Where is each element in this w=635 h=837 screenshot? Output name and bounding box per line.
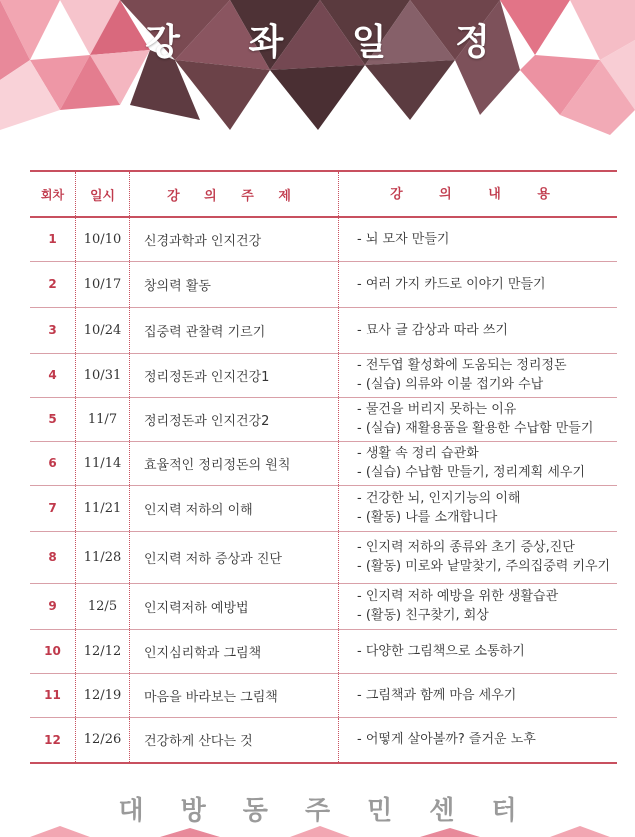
session-topic: 마음을 바라보는 그림책 <box>130 673 339 717</box>
table-row <box>30 217 617 261</box>
content-line: - 생활 속 정리 습관화 <box>357 446 479 461</box>
content-line: - 묘사 글 감상과 따라 쓰기 <box>357 322 508 338</box>
table-row <box>30 717 617 763</box>
session-content <box>339 583 618 629</box>
session-topic: 신경과학과 인지건강 <box>130 217 339 261</box>
session-topic: 인지심리학과 그림책 <box>130 629 339 673</box>
table-row <box>30 261 617 307</box>
footer-organization: 대 방 동 주 민 센 터 <box>118 796 531 826</box>
session-date: 10/10 <box>76 217 130 261</box>
table-row <box>30 629 617 673</box>
session-date: 10/24 <box>76 307 130 353</box>
session-number: 2 <box>48 277 57 291</box>
content-line: - (실습) 의류와 이불 접기와 수납 <box>357 377 544 392</box>
session-topic: 인지력 저하 증상과 진단 <box>130 531 339 583</box>
table-row <box>30 583 617 629</box>
session-topic: 정리정돈과 인지건강1 <box>130 353 339 397</box>
content-line: - 여러 가지 카드로 이야기 만들기 <box>357 276 546 292</box>
content-line: - 건강한 뇌, 인지기능의 이해 <box>357 491 521 506</box>
session-date: 12/26 <box>76 717 130 763</box>
session-date: 11/28 <box>76 531 130 583</box>
session-number: 1 <box>48 232 57 247</box>
session-number: 10 <box>44 644 61 658</box>
session-date: 11/14 <box>76 441 130 485</box>
table-row <box>30 441 617 485</box>
session-topic: 정리정돈과 인지건강2 <box>130 397 339 441</box>
header-date: 일시 <box>76 171 130 217</box>
header-no: 회차 <box>40 187 65 202</box>
session-content <box>339 485 618 531</box>
session-content <box>339 717 618 763</box>
session-date: 12/12 <box>76 629 130 673</box>
content-line: - 뇌 모자 만들기 <box>357 231 450 247</box>
content-line: - 그림책과 함께 마음 세우기 <box>357 687 517 703</box>
session-topic: 인지력 저하의 이해 <box>130 485 339 531</box>
session-date: 12/19 <box>76 673 130 717</box>
session-topic: 건강하게 산다는 것 <box>130 717 339 763</box>
session-number: 9 <box>48 599 57 613</box>
content-line: - (실습) 수납함 만들기, 정리계획 세우기 <box>357 465 585 480</box>
header-topic: 강 의 주 제 <box>130 171 339 217</box>
schedule-rows <box>30 217 617 763</box>
session-number: 3 <box>48 323 57 337</box>
content-line: - (활동) 친구찾기, 회상 <box>357 608 489 623</box>
content-line: - (실습) 재활용품을 활용한 수납함 만들기 <box>357 421 594 436</box>
table-row <box>30 485 617 531</box>
table-row <box>30 353 617 397</box>
header-content: 강 의 내 용 <box>390 186 566 202</box>
table-row <box>30 531 617 583</box>
content-line: - (활동) 나를 소개합니다 <box>357 510 498 525</box>
content-line: - 어떻게 살아볼까? 즐거운 노후 <box>357 732 536 748</box>
bottom-decoration <box>0 826 635 837</box>
session-content <box>339 441 618 485</box>
content-line: - (활동) 미로와 낱말찾기, 주의집중력 키우기 <box>357 559 611 574</box>
table-row <box>30 673 617 717</box>
session-number: 6 <box>48 456 57 470</box>
session-date: 12/5 <box>76 583 130 629</box>
content-line: - 전두엽 활성화에 도움되는 정리정돈 <box>357 358 567 373</box>
table-row <box>30 307 617 353</box>
session-date: 10/31 <box>76 353 130 397</box>
session-number: 4 <box>48 368 57 382</box>
session-date: 11/7 <box>76 397 130 441</box>
page-title: 강 좌 일 정 <box>145 22 518 63</box>
session-topic: 집중력 관찰력 기르기 <box>130 307 339 353</box>
schedule-table <box>30 170 617 764</box>
session-content <box>339 307 618 353</box>
session-content <box>339 353 618 397</box>
content-line: - 인지력 저하 예방을 위한 생활습관 <box>357 589 559 604</box>
content-line: - 다양한 그림책으로 소통하기 <box>357 643 525 659</box>
table-row <box>30 397 617 441</box>
session-topic: 창의력 활동 <box>130 261 339 307</box>
content-line: - 인지력 저하의 종류와 초기 증상,진단 <box>357 540 575 555</box>
session-content <box>339 217 618 261</box>
session-number: 7 <box>48 501 57 515</box>
content-line: - 물건을 버리지 못하는 이유 <box>357 402 517 417</box>
session-content <box>339 673 618 717</box>
session-number: 12 <box>44 732 61 747</box>
session-number: 8 <box>48 550 57 564</box>
session-number: 11 <box>44 688 61 702</box>
session-topic: 효율적인 정리정돈의 원칙 <box>130 441 339 485</box>
session-date: 10/17 <box>76 261 130 307</box>
session-topic: 인지력저하 예방법 <box>130 583 339 629</box>
table-header-row <box>30 171 617 217</box>
session-number: 5 <box>48 412 57 426</box>
session-content <box>339 629 618 673</box>
session-date: 11/21 <box>76 485 130 531</box>
session-content <box>339 261 618 307</box>
session-content <box>339 397 618 441</box>
session-content <box>339 531 618 583</box>
